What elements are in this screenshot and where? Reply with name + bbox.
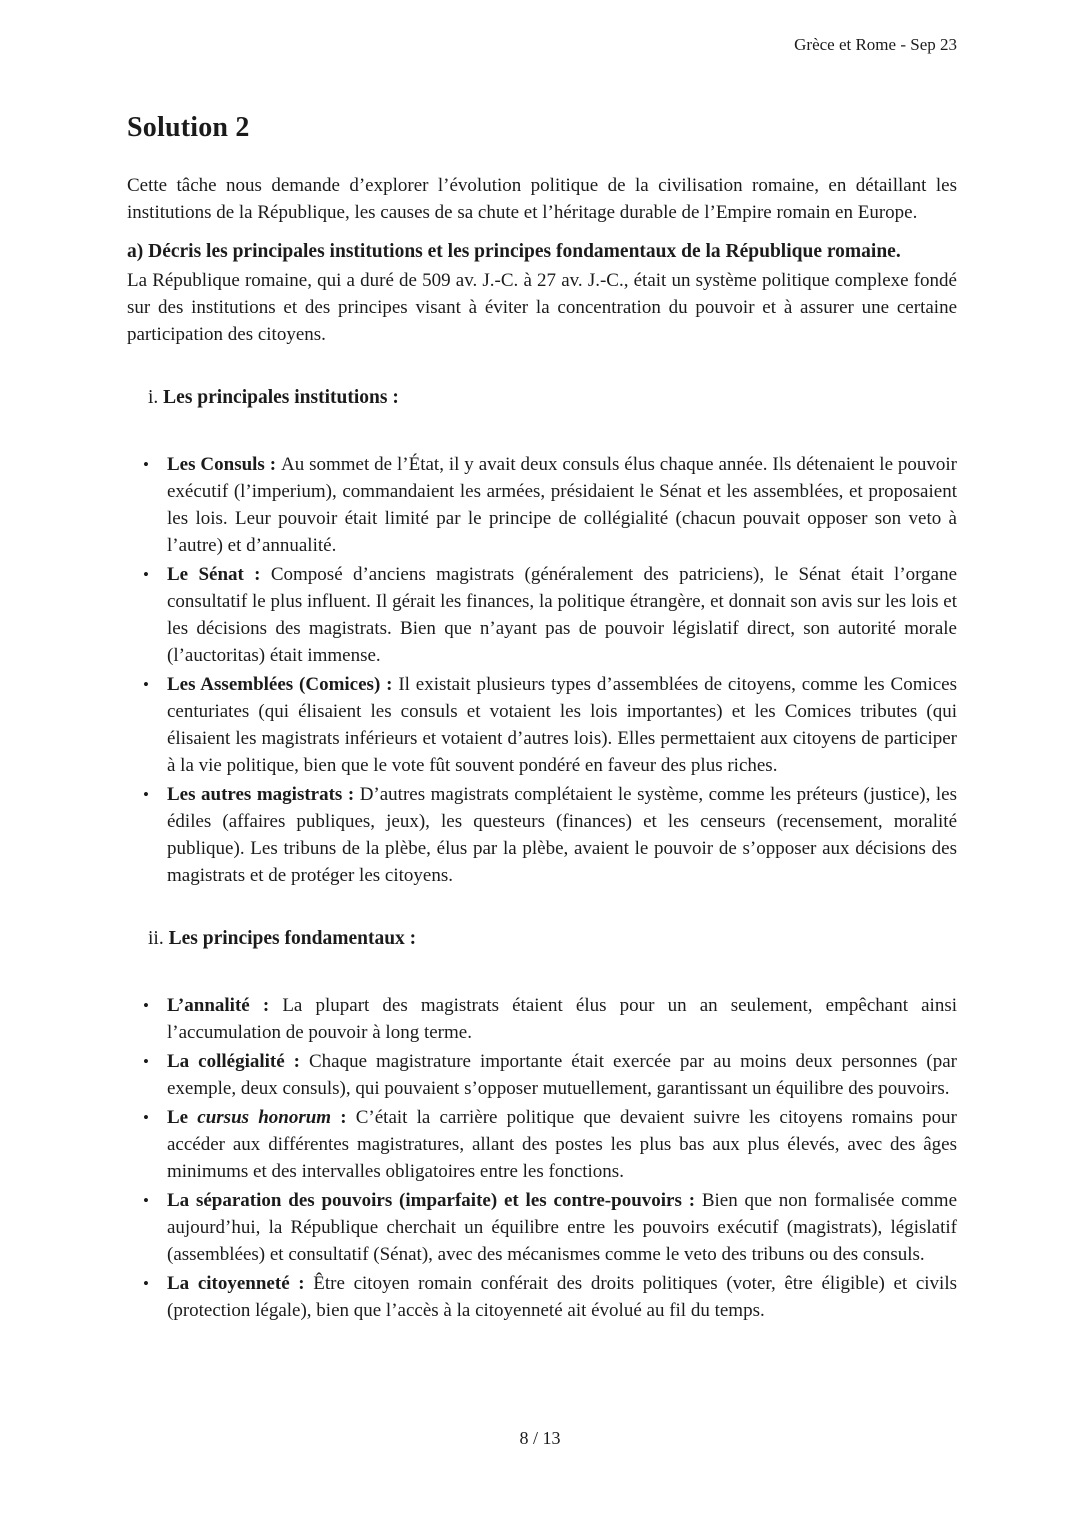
item-label-colon: : xyxy=(284,1051,309,1072)
item-label: Les Consuls xyxy=(167,454,265,475)
item-label: L’annalité xyxy=(167,995,250,1016)
section-a-paragraph: La République romaine, qui a duré de 509 av. J.-C. à 27 av. J.-C., était un système politique complexe fondé sur des institutions et des principes visant à éviter la concentration du pouvoir et à assurer une certaine participation des citoyens. xyxy=(127,270,957,345)
item-label-colon: : xyxy=(249,995,283,1016)
item-text: Bien que non formalisée comme aujourd’hui, la République cherchait un équilibre entre les pouvoirs exécutif (magistrats), législatif (assemblées) et consultatif (Sénat), avec des mécanismes comme le veto des tribuns ou des consuls. xyxy=(167,1190,958,1265)
item-label: Le xyxy=(167,1107,198,1128)
list-item-cursus-honorum xyxy=(127,1104,957,1185)
item-text: Il existait plusieurs types d’assemblées de citoyens, comme les Comices centuriates (qui élisaient les consuls et votaient les lois importantes) et les Comices tributes (qui élisaient les magistrats inférieurs et votaient d’autres lois). Elles permettaient aux citoyens de participer à la vie politique, bien que le vote fût souvent pondéré en faveur des plus riches. xyxy=(167,674,958,776)
item-text: C’était la carrière politique que devaient suivre les citoyens romains pour accéder aux différentes magistratures, allant des postes les plus bas aux plus élevés, avec des âges minimums et des intervalles obligatoires entre les fonctions. xyxy=(167,1107,958,1182)
page-number: 8 / 13 xyxy=(519,1428,561,1448)
item-text: La plupart des magistrats étaient élus pour un an seulement, empêchant ainsi l’accumulation de pouvoir à long terme. xyxy=(167,995,957,1043)
list-item-collegialite xyxy=(127,1048,957,1102)
list-item-assemblees xyxy=(127,671,957,779)
item-label-colon: : xyxy=(243,564,271,585)
item-text: Être citoyen romain conférait des droits politiques (voter, être éligible) et civils (protection légale), bien que l’accès à la citoyenneté ait évolué au fil du temps. xyxy=(167,1273,957,1321)
item-label: La séparation des pouvoirs (imparfaite) et les contre-pouvoirs xyxy=(167,1190,682,1211)
list-item-separation-pouvoirs xyxy=(127,1187,957,1268)
header-course-label: Grèce et Rome - Sep 23 xyxy=(794,35,957,54)
item-label-colon: : xyxy=(380,674,399,695)
list-item-consuls xyxy=(127,451,957,559)
item-text: Chaque magistrature importante était exercée par au moins deux personnes (par exemple, deux consuls), qui pouvaient s’opposer mutuellement, garantissant un équilibre des pouvoirs. xyxy=(167,1051,958,1099)
item-label: Le Sénat xyxy=(167,564,244,585)
subsection-i-title: Les principales institutions : xyxy=(163,387,399,408)
item-label: La collégialité xyxy=(167,1051,285,1072)
item-label-colon: : xyxy=(342,784,360,805)
list-item-senat xyxy=(127,561,957,669)
item-label: Les Assemblées (Comices) xyxy=(167,674,381,695)
list-item-annalite xyxy=(127,992,957,1046)
list-item-citoyennete xyxy=(127,1270,957,1324)
subsection-ii-title: Les principes fondamentaux : xyxy=(168,928,417,949)
institutions-list xyxy=(127,451,957,889)
list-item-autres-magistrats xyxy=(127,781,957,889)
subsection-i-marker: i. xyxy=(148,387,159,408)
item-label-colon: : xyxy=(264,454,281,475)
section-a-heading: a) Décris les principales institutions et les principes fondamentaux de la République romaine. xyxy=(127,241,901,262)
page-title: Solution 2 xyxy=(127,112,250,143)
item-text: Composé d’anciens magistrats (généralement des patriciens), le Sénat était l’organe consultatif le plus influent. Il gérait les finances, la politique étrangère, et donnait son avis sur les lois et les décisions des magistrats. Bien que n’ayant pas de pouvoir législatif direct, son autorité morale (l’auctoritas) était immense. xyxy=(167,564,958,666)
item-label: Les autres magistrats xyxy=(167,784,343,805)
item-label: La citoyenneté xyxy=(167,1273,290,1294)
item-text: Au sommet de l’État, il y avait deux consuls élus chaque année. Ils détenaient le pouvoir exécutif (l’imperium), commandaient les armées, présidaient le Sénat et les assemblées, et proposaient les lois. Leur pouvoir était limité par le principe de collégialité (chacun pouvait opposer son veto à l’autre) et d’annualité. xyxy=(167,454,958,556)
item-text: D’autres magistrats complétaient le système, comme les préteurs (justice), les édiles (affaires publiques, jeux), les questeurs (finances) et les censeurs (recensement, moralité publique). Les tribuns de la plèbe, élus par la plèbe, avaient le pouvoir de s’opposer aux décisions des magistrats et de protéger les citoyens. xyxy=(167,784,957,886)
subsection-i-heading xyxy=(127,384,957,411)
subsection-ii-marker: ii. xyxy=(148,928,164,949)
intro-paragraph: Cette tâche nous demande d’explorer l’évolution politique de la civilisation romaine, en détaillant les institutions de la République, les causes de sa chute et l’héritage durable de l’Empire romain en Europe. xyxy=(127,175,957,223)
subsection-ii-heading xyxy=(127,925,957,952)
item-label-colon: : xyxy=(331,1107,356,1128)
page-header xyxy=(127,34,957,56)
page-footer xyxy=(0,1428,1080,1449)
item-label-colon: : xyxy=(681,1190,702,1211)
document-content xyxy=(127,112,957,1326)
item-label-colon: : xyxy=(289,1273,314,1294)
principes-list xyxy=(127,992,957,1324)
item-label-italic: cursus honorum xyxy=(197,1107,332,1128)
